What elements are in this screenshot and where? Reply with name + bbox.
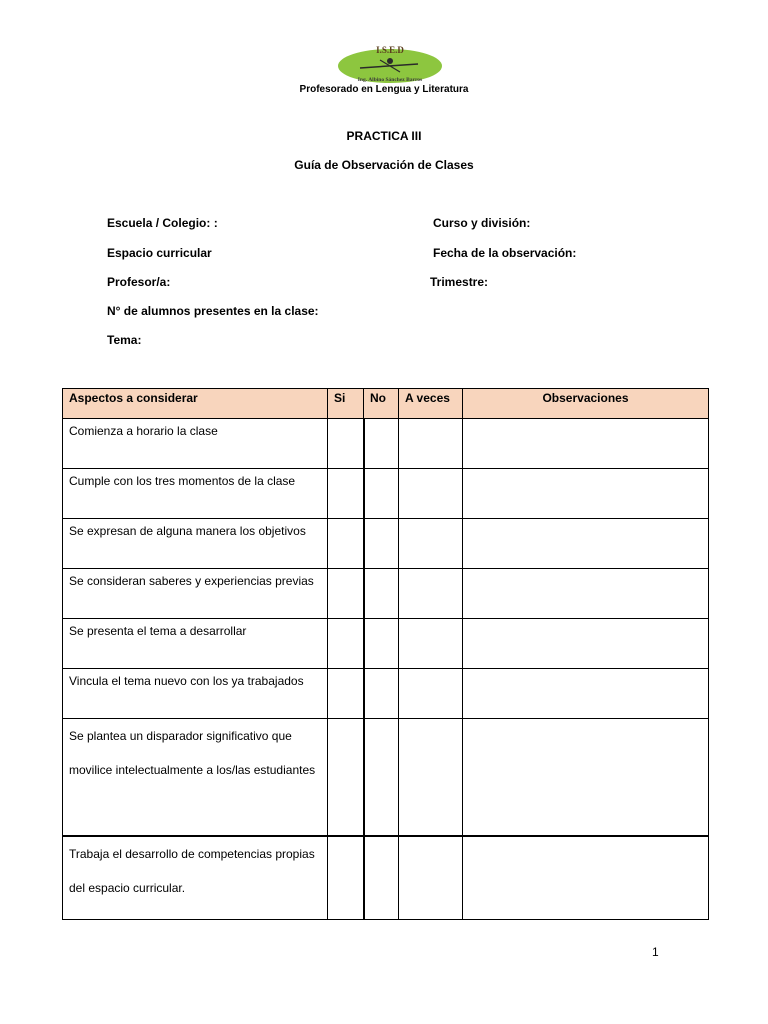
table-row: [63, 836, 709, 920]
aspect-label: Se consideran saberes y experiencias previas: [63, 569, 328, 619]
cell-si[interactable]: [328, 419, 364, 469]
cell-observaciones[interactable]: [463, 419, 709, 469]
cell-a-veces[interactable]: [399, 519, 463, 569]
cell-no[interactable]: [364, 836, 399, 920]
practice-title: PRACTICA III: [346, 129, 422, 143]
cell-no[interactable]: [364, 719, 399, 837]
table-header-row: [63, 389, 709, 419]
header-si: Si: [328, 389, 364, 419]
cell-no[interactable]: [364, 619, 399, 669]
aspect-label: Trabaja el desarrollo de competencias propias del espacio curricular.: [63, 836, 328, 920]
cell-a-veces[interactable]: [399, 836, 463, 920]
table-row: [63, 519, 709, 569]
document-title: Guía de Observación de Clases: [294, 158, 474, 172]
aspect-label: Comienza a horario la clase: [63, 419, 328, 469]
field-curso: Curso y división:: [433, 216, 531, 230]
table-row: [63, 669, 709, 719]
field-tema: Tema:: [107, 333, 142, 347]
cell-observaciones[interactable]: [463, 619, 709, 669]
cell-no[interactable]: [364, 419, 399, 469]
aspect-label: Se expresan de alguna manera los objetivos: [63, 519, 328, 569]
cell-no[interactable]: [364, 519, 399, 569]
cell-observaciones[interactable]: [463, 669, 709, 719]
cell-observaciones[interactable]: [463, 469, 709, 519]
cell-a-veces[interactable]: [399, 619, 463, 669]
cell-si[interactable]: [328, 836, 364, 920]
cell-a-veces[interactable]: [399, 419, 463, 469]
aspect-label: Se presenta el tema a desarrollar: [63, 619, 328, 669]
cell-si[interactable]: [328, 719, 364, 837]
field-espacio: Espacio curricular: [107, 246, 212, 260]
logo-bottom-text: Ing. Albino Sánchez Barros: [357, 77, 423, 83]
field-fecha: Fecha de la observación:: [433, 246, 577, 260]
cell-si[interactable]: [328, 469, 364, 519]
aspect-label: Vincula el tema nuevo con los ya trabajados: [63, 669, 328, 719]
header-a-veces: A veces: [399, 389, 463, 419]
institution-logo: [330, 44, 450, 86]
table-row: [63, 469, 709, 519]
field-escuela: Escuela / Colegio: :: [107, 216, 218, 230]
field-profesor: Profesor/a:: [107, 275, 171, 289]
cell-a-veces[interactable]: [399, 719, 463, 837]
cell-no[interactable]: [364, 469, 399, 519]
cell-no[interactable]: [364, 569, 399, 619]
observation-table: [62, 388, 709, 920]
cell-si[interactable]: [328, 619, 364, 669]
table-row: [63, 419, 709, 469]
logo-figure-head: [387, 58, 393, 64]
cell-no[interactable]: [364, 669, 399, 719]
aspect-label: Cumple con los tres momentos de la clase: [63, 469, 328, 519]
page-number: 1: [652, 945, 659, 959]
field-trimestre: Trimestre:: [430, 275, 489, 289]
header-no: No: [364, 389, 399, 419]
header-aspectos: Aspectos a considerar: [63, 389, 328, 419]
cell-a-veces[interactable]: [399, 669, 463, 719]
table-row: [63, 719, 709, 837]
cell-si[interactable]: [328, 669, 364, 719]
cell-si[interactable]: [328, 569, 364, 619]
field-alumnos: N° de alumnos presentes en la clase:: [107, 304, 319, 318]
cell-observaciones[interactable]: [463, 836, 709, 920]
table-row: [63, 569, 709, 619]
header-observaciones: Observaciones: [463, 389, 709, 419]
cell-observaciones[interactable]: [463, 719, 709, 837]
aspect-label: Se plantea un disparador significativo que movilice intelectualmente a los/las estudiantes: [63, 719, 328, 837]
cell-a-veces[interactable]: [399, 569, 463, 619]
table-row: [63, 619, 709, 669]
program-subtitle: Profesorado en Lengua y Literatura: [299, 84, 469, 95]
cell-a-veces[interactable]: [399, 469, 463, 519]
logo-top-text: I.S.E.D: [376, 45, 404, 55]
cell-si[interactable]: [328, 519, 364, 569]
cell-observaciones[interactable]: [463, 519, 709, 569]
cell-observaciones[interactable]: [463, 569, 709, 619]
